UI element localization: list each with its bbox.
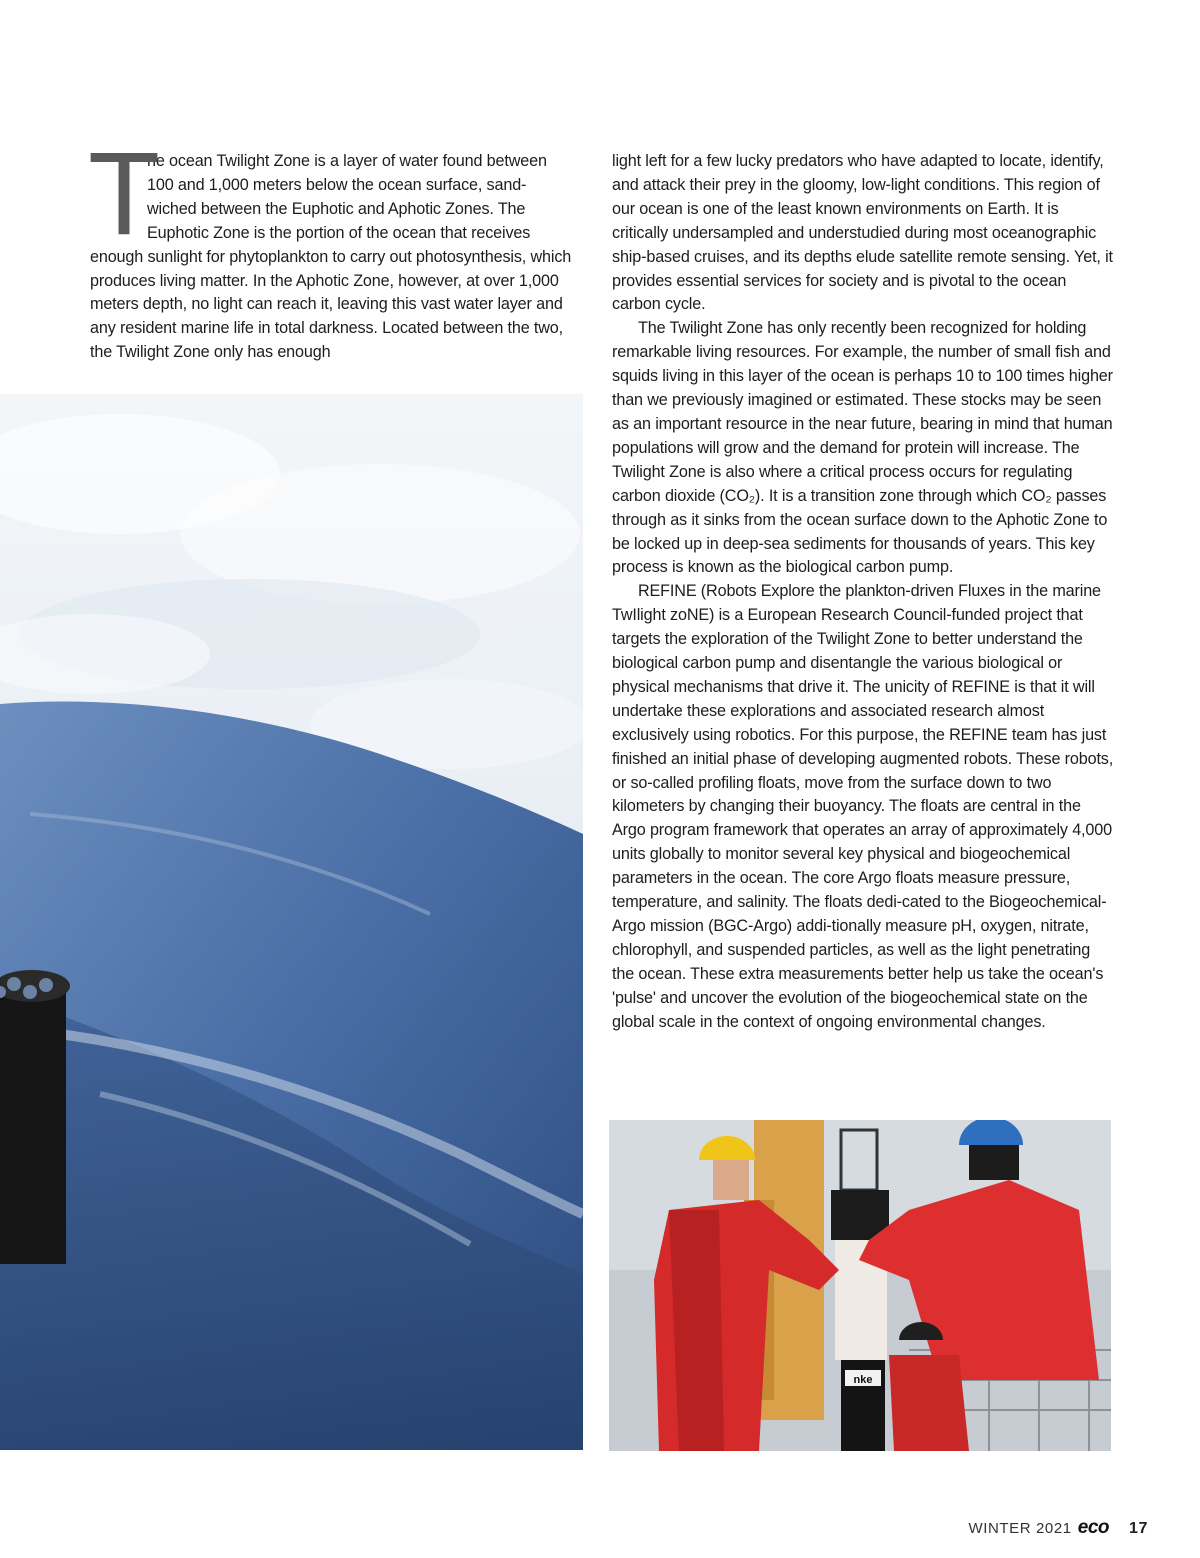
crew-deploying-float-photo bbox=[609, 1120, 1111, 1451]
intro-line-2: 100 and 1,000 meters below the ocean surface, sand- bbox=[147, 175, 527, 194]
ocean-float-photo bbox=[0, 394, 583, 1450]
intro-line-1: he ocean Twilight Zone is a layer of water found between bbox=[147, 152, 547, 170]
body-paragraph-3: REFINE (Robots Explore the plankton-driven Fluxes in the marine TwIlight zoNE) is a European Research Council-funded project that targets the exploration of the Twilight Zone to better understand the biological carbon pump and disentangle the various biological or physical mechanisms that drive it. The unicity of REFINE is that it will undertake these explorations and associated research almost exclusively using robotics. For this purpose, the REFINE team has just finished an initial phase of developing augmented robots. These robots, or so-called profiling floats, move from the surface down to two kilometers by changing their buoyancy. The floats are central in the Argo program framework that operates an array of approximately 4,000 units globally to monitor several key physical and biogeochemical parameters in the ocean. The core Argo floats measure pressure, temperature, and salinity. The floats dedi-cated to the Biogeochemical-Argo mission (BGC-Argo) addi-tionally measure pH, oxygen, nitrate, chlorophyll, and suspended particles, as well as the light penetrating the ocean. These extra measurements better help us take the ocean's 'pulse' and uncover the evolution of the biogeochemical state on the global scale in the context of ongoing environmental changes. bbox=[612, 582, 1114, 1031]
magazine-brand: eco bbox=[1077, 1517, 1109, 1538]
body-paragraph-2: The Twilight Zone has only recently been recognized for holding remarkable living resources. For example, the number of small fish and squids living in this layer of the ocean is perhaps 10 to 100 times higher than we previously imagined or estimated. These stocks may be seen as an important resource in the near future, bearing in mind that human populations will grow and the demand for protein will increase. The Twilight Zone is also where a critical process occurs for regulating carbon dioxide (CO₂). It is a transition zone through which CO₂ passes through as it sinks from the ocean surface down to the Aphotic Zone to be locked up in deep-sea sediments for thousands of years. This key process is known as the biological carbon pump. bbox=[612, 319, 1113, 577]
page-number: 17 bbox=[1129, 1520, 1148, 1537]
article-intro bbox=[88, 128, 588, 365]
body-paragraph-1: light left for a few lucky predators who have adapted to locate, identify, and attack their prey in the gloomy, low-light conditions. This region of our ocean is one of the least known environments on Earth. It is critically undersampled and understudied during most oceanographic ship-based cruises, and its depths elude satellite remote sensing. Yet, it provides essential services for society and is pivotal to the ocean carbon cycle. bbox=[612, 152, 1113, 314]
issue-label: WINTER 2021 bbox=[968, 1520, 1072, 1537]
drop-cap: T bbox=[88, 128, 160, 260]
intro-line-4: Euphotic Zone is the portion of the ocean that receives bbox=[147, 223, 531, 242]
page-footer bbox=[968, 1517, 1148, 1539]
intro-line-3: wiched between the Euphotic and Aphotic Zones. The bbox=[147, 199, 526, 218]
intro-paragraph: enough sunlight for phytoplankton to carry out photosynthesis, which produces living matter. In the Aphotic Zone, however, at over 1,000 meters depth, no light can reach it, leaving this vast water layer and any resident marine life in total darkness. Located between the two, the Twilight Zone only has enough bbox=[90, 247, 572, 362]
float-label: nke bbox=[853, 1374, 873, 1386]
article-left-column bbox=[88, 128, 588, 365]
article-right-column bbox=[612, 150, 1114, 1035]
